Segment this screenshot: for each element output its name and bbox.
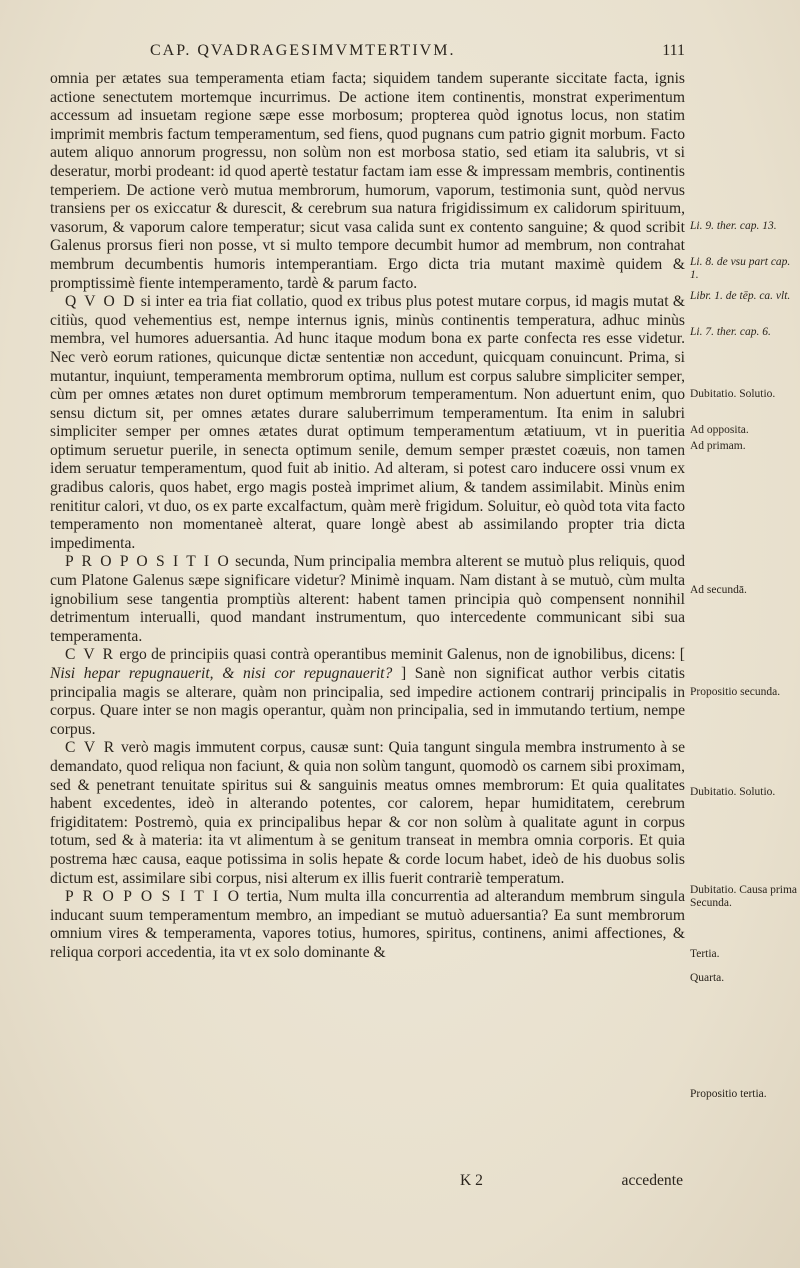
paragraph-text: verò magis immutent corpus, causæ sunt: Quia tangunt singula membra instrumento à se demandato, quod reliqua non faciunt, & quia non solùm tangunt, quomodò os carnem sibi proximam, sed & penetrant tenuitate spiritus sui & sanguinis meatus omnes membrorum: Et quia qualitates habent excedentes, ideò in alterando potentes, cor calorem, hepar humiditatem, cerebrum frigiditatem: Postremò, quia ex principalibus hepar & cor non solùm à qualitate agunt in corpus totum, sed & à materia: ita vt alimentum à se genitum transeat in membra omnia corporis. Et quia postrema hæc causa, eaque potissima in solis hepate & corde locum habet, ideò de his duobus solis dictum est, assimilare sibi corpus, nisi alterum ex illis fuerit contrariè temperatum. [50, 739, 686, 887]
paragraph-text: ] Sanè non significat author verbis citatis principalia magis se alterare, quàm non principalia, sed impedire actionem contrarij principalis in corpus. Quare inter se non magis operantur, quàm non principalia, sed in immutando tertium, nempe corpus. [50, 665, 685, 738]
paragraph-5 [50, 739, 685, 888]
margin-note: Li. 7. ther. cap. 6. [690, 326, 771, 338]
paragraph-text: ergo de principiis quasi contrà operantibus meminit Galenus, non de ignobilibus, dicens: [ [115, 646, 685, 664]
paragraph-text: secunda, Num principalia membra alterent se mutuò plus reliquis, quod cum Platone Galenus sæpe significare videtur? Minimè inquam. Nam distant à se mutuò, cùm multa ignobilium sese tangentia promptiùs alterent: habent tamen principia quò compensent nonnihil detrimentum interualli, quod mandant instrumentum, quo intercedente communicant sibi sua temperamenta. [50, 553, 685, 645]
paragraph-3 [50, 553, 685, 646]
paragraph-text: tertia, Num multa illa concurrentia ad alterandum membrum singula inducant suum temperamentum membro, an impediant se mutuò aduersantia? Ea sunt membrorum omnium vires & temperamenta, vapores totius, humores, spiritus, continens, animi affectiones, & reliqua corpori accedentia, ita vt ex solo dominante & [50, 888, 686, 961]
chapter-title: CAP. QVADRAGESIMVMTERTIVM. [150, 42, 456, 59]
quotation: Nisi hepar repugnauerit, & nisi cor repugnauerit? [50, 665, 393, 682]
margin-note: Ad opposita. [690, 424, 749, 436]
paragraph-lead: C V R [65, 646, 116, 664]
text-body [50, 70, 685, 963]
paragraph-lead: Q V O D [65, 293, 137, 311]
paragraph-6 [50, 888, 685, 962]
paragraph-2 [50, 293, 685, 553]
paragraph-text: omnia per ætates sua temperamenta etiam facta; siquidem tandem superante siccitate facta, ignis actione senectutem mortemque incurrimus. De actione item continentis, monstrat experimentum accessum ad insuetam regione sæpe esse morbosum; propterea quòd ignotus locus, non statim imprimit membris factum temperamentum, sed fiens, quod pugnans cum patrio gignit morbum. Facto autem aliquo annorum progressu, non solùm non est morbosa statio, sed etiam ita salubris, vt si deseratur, morbi prodeant: id quod apertè testatur factam iam esse & impressam membris, continentis temperiem. De actione verò mutua membrorum, humorum, vaporum, testimonia sunt, quòd nervus transiens per os exiccatur & durescit, & cerebrum sua natura frigidissimum ex calidorum spirituum, vasorum, & vaporum calore temperatur; sicut vasa calida sunt ex contento sanguine; & quod scribit Galenus prorsus fieri non posse, vt si multo tempore decumbit humor ad membrum, non contrahat membrum decumbentis humoris intemperantiam. Ergo dicta tria mutant maximè quidem & promptissimè fiente intemperamento, tardè & parum facto. [50, 70, 685, 292]
margin-note: Quarta. [690, 972, 725, 984]
margin-note: Dubitatio. Causa prima Secunda. [690, 884, 797, 909]
margin-note: Propositio tertia. [690, 1088, 767, 1100]
margin-note: Li. 8. de vsu part cap. 1. [690, 256, 791, 281]
paragraph-lead: P R O P O S I T I O [65, 553, 231, 571]
margin-note: Ad secundā. [690, 584, 747, 596]
margin-note: Ad primam. [690, 440, 746, 452]
signature-mark: K 2 [460, 1172, 483, 1189]
margin-note: Dubitatio. Solutio. [690, 388, 776, 400]
catchword: accedente [621, 1172, 683, 1189]
margin-note: Dubitatio. Solutio. [690, 786, 776, 798]
margin-note: Li. 9. ther. cap. 13. [690, 220, 777, 232]
running-header [150, 42, 685, 66]
paragraph-lead: P R O P O S I T I O [65, 888, 241, 906]
page-footer [50, 1172, 685, 1194]
margin-note: Tertia. [690, 948, 720, 960]
paragraph-4 [50, 646, 685, 739]
paragraph-1 [50, 70, 685, 293]
paragraph-lead: C V R [65, 739, 117, 757]
margin-note: Libr. 1. de tēp. ca. vlt. [690, 290, 791, 302]
page-number: 111 [662, 42, 685, 59]
paragraph-text: si inter ea tria fiat collatio, quod ex tribus plus potest mutare corpus, id magis mutat & citiùs, quod vehementius est, nempe internus ignis, minùs continentis temperatura, adhuc minùs membra, vel humores aduersantia. Ad hunc itaque modum bona ex parte confecta res esse videtur. Nec verò eorum rationes, quicunque dictæ sententiæ non accedunt, quicquam conuincunt. Prima, si mutantur, inquiunt, temperamenta membrorum optima, nullum est corpus salubre simpliciter semper, cùm per omnes ætates non duret optimum membrorum temperamentum. Non aduertunt enim, quo sensu dictum sit, per omnes ætates durare saluberrimum temperamentum. Ita enim in salubri simpliciter semper per omnes ætates durat optimum temperamentum ætatiuum, vt in pueritia optimum seruetur puerile, in senecta optimum senile, demum semper præstet coæuis, non tamen idem seruatur temperamentum, quod fuit ab initio. Ad alteram, si potest caro inducere ossi vnum ex gradibus caloris, quos habet, ergo magis posteà imprimet alium, & tandem assimilabit. Minùs enim renititur calori, vt duo, os ex parte excalfactum, quàm merè frigidum. Soluitur, eò quòd tota vita facto temperamento non momentaneè alterat, quare longè abest ab assimilando propter tria dicta impedimenta. [50, 293, 685, 552]
margin-note: Propositio secunda. [690, 686, 781, 698]
